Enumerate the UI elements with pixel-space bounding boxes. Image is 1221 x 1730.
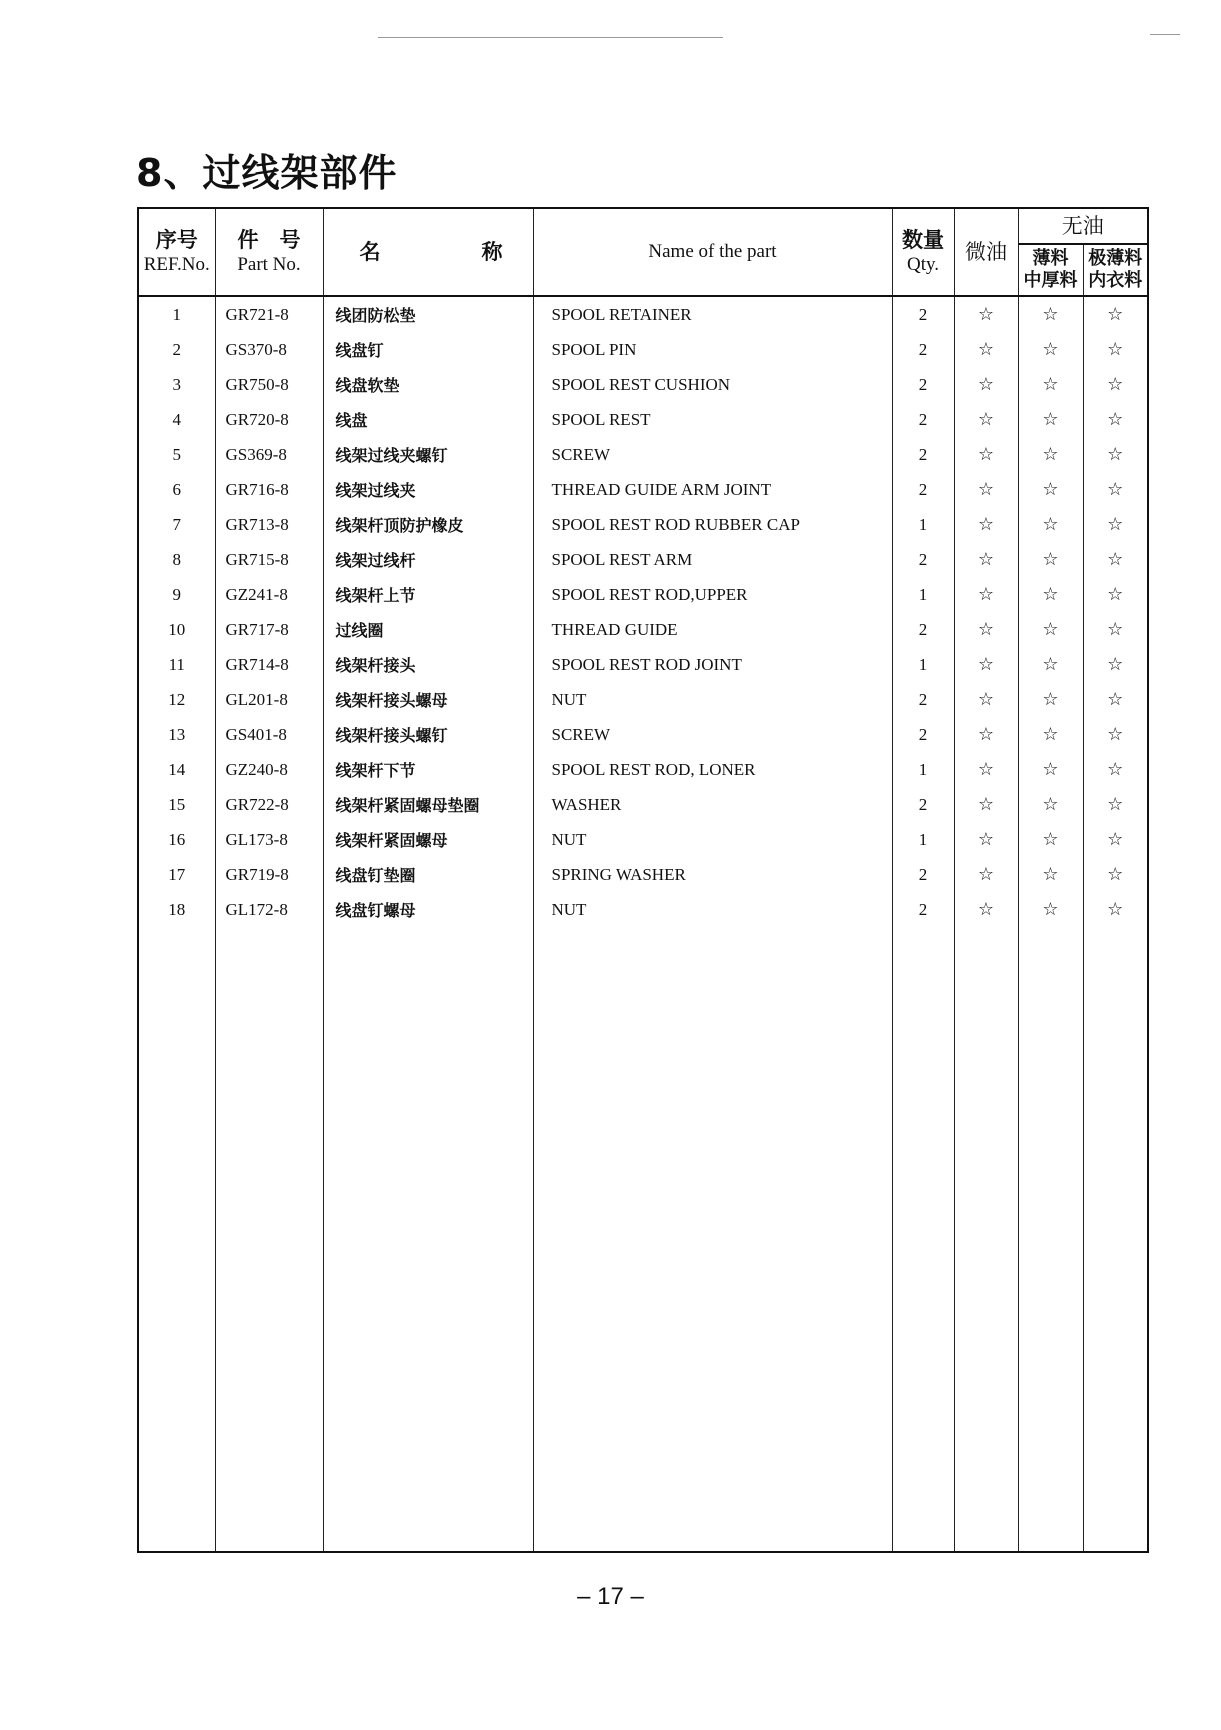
name-en-cell: SPOOL REST ROD,UPPER: [533, 577, 892, 612]
micro-oil-star: ☆: [954, 507, 1018, 542]
header-thin: [1018, 244, 1083, 296]
thin-star: ☆: [1018, 822, 1083, 857]
micro-oil-star: ☆: [954, 402, 1018, 437]
ref-cell: 13: [138, 717, 215, 752]
verythin-star: ☆: [1083, 822, 1148, 857]
ref-cell: 16: [138, 822, 215, 857]
table-row: [138, 507, 1148, 542]
qty-cell: 2: [892, 717, 954, 752]
table-row: [138, 612, 1148, 647]
thin-star: ☆: [1018, 752, 1083, 787]
verythin-star: ☆: [1083, 437, 1148, 472]
table-row: [138, 822, 1148, 857]
name-cn-cell: 线盘: [323, 402, 533, 437]
part-number-cell: GZ241-8: [215, 577, 323, 612]
name-en-cell: SPOOL RETAINER: [533, 296, 892, 332]
header-verythin-bottom: 内衣料: [1088, 270, 1143, 291]
table-row: [138, 682, 1148, 717]
part-number-cell: GR713-8: [215, 507, 323, 542]
micro-oil-star: ☆: [954, 472, 1018, 507]
verythin-star: ☆: [1083, 332, 1148, 367]
part-number-cell: GR720-8: [215, 402, 323, 437]
qty-cell: 2: [892, 787, 954, 822]
name-cn-cell: 线架杆下节: [323, 752, 533, 787]
name-cn-cell: 线架杆接头螺母: [323, 682, 533, 717]
micro-oil-star: ☆: [954, 682, 1018, 717]
name-en-cell: NUT: [533, 682, 892, 717]
verythin-star: ☆: [1083, 892, 1148, 927]
header-qty-cn: 数量: [902, 228, 944, 252]
table-row: [138, 542, 1148, 577]
table-row: [138, 752, 1148, 787]
verythin-star: ☆: [1083, 542, 1148, 577]
parts-table-body: [138, 296, 1148, 1552]
name-cn-cell: 线架过线夹: [323, 472, 533, 507]
page-title: 8、过线架部件: [136, 151, 398, 195]
thin-star: ☆: [1018, 892, 1083, 927]
verythin-star: ☆: [1083, 647, 1148, 682]
micro-oil-star: ☆: [954, 787, 1018, 822]
name-cn-cell: 线架杆接头: [323, 647, 533, 682]
name-cn-cell: 线盘钉: [323, 332, 533, 367]
part-number-cell: GS369-8: [215, 437, 323, 472]
qty-cell: 2: [892, 542, 954, 577]
table-row: [138, 472, 1148, 507]
name-cn-cell: 线架杆紧固螺母垫圈: [323, 787, 533, 822]
name-en-cell: SCREW: [533, 717, 892, 752]
qty-cell: 2: [892, 612, 954, 647]
micro-oil-star: ☆: [954, 296, 1018, 332]
name-cn-cell: 线架过线夹螺钉: [323, 437, 533, 472]
header-part-en: Part No.: [237, 254, 301, 275]
table-row: [138, 367, 1148, 402]
thin-star: ☆: [1018, 472, 1083, 507]
table-row: [138, 647, 1148, 682]
ref-cell: 7: [138, 507, 215, 542]
part-number-cell: GZ240-8: [215, 752, 323, 787]
name-cn-cell: 线团防松垫: [323, 296, 533, 332]
thin-star: ☆: [1018, 507, 1083, 542]
table-row: [138, 577, 1148, 612]
header-name-en: Name of the part: [533, 208, 892, 296]
verythin-star: ☆: [1083, 507, 1148, 542]
part-number-cell: GR715-8: [215, 542, 323, 577]
qty-cell: 1: [892, 507, 954, 542]
header-name-cn-2: 称: [481, 240, 503, 264]
name-en-cell: SPOOL REST: [533, 402, 892, 437]
part-number-cell: GR719-8: [215, 857, 323, 892]
name-en-cell: THREAD GUIDE ARM JOINT: [533, 472, 892, 507]
table-row: [138, 332, 1148, 367]
ref-cell: 3: [138, 367, 215, 402]
header-part-cn: 件 号: [237, 228, 301, 252]
micro-oil-star: ☆: [954, 367, 1018, 402]
name-cn-cell: 线架过线杆: [323, 542, 533, 577]
micro-oil-star: ☆: [954, 647, 1018, 682]
table-row: [138, 857, 1148, 892]
part-number-cell: GL172-8: [215, 892, 323, 927]
name-en-cell: NUT: [533, 892, 892, 927]
header-verythin: [1083, 244, 1148, 296]
part-number-cell: GR717-8: [215, 612, 323, 647]
table-row: [138, 892, 1148, 927]
micro-oil-star: ☆: [954, 542, 1018, 577]
thin-star: ☆: [1018, 402, 1083, 437]
micro-oil-star: ☆: [954, 752, 1018, 787]
qty-cell: 2: [892, 402, 954, 437]
name-en-cell: THREAD GUIDE: [533, 612, 892, 647]
thin-star: ☆: [1018, 647, 1083, 682]
thin-star: ☆: [1018, 367, 1083, 402]
thin-star: ☆: [1018, 577, 1083, 612]
name-cn-cell: 线架杆上节: [323, 577, 533, 612]
name-en-cell: SPRING WASHER: [533, 857, 892, 892]
header-verythin-top: 极薄料: [1088, 248, 1143, 269]
qty-cell: 1: [892, 752, 954, 787]
micro-oil-star: ☆: [954, 612, 1018, 647]
ref-cell: 2: [138, 332, 215, 367]
qty-cell: 2: [892, 472, 954, 507]
part-number-cell: GL201-8: [215, 682, 323, 717]
table-row: [138, 717, 1148, 752]
name-en-cell: SPOOL REST ARM: [533, 542, 892, 577]
verythin-star: ☆: [1083, 402, 1148, 437]
header-thin-top: 薄料: [1032, 248, 1069, 269]
name-en-cell: SCREW: [533, 437, 892, 472]
thin-star: ☆: [1018, 787, 1083, 822]
part-number-cell: GS370-8: [215, 332, 323, 367]
scan-artifact: [378, 37, 723, 38]
part-number-cell: GR722-8: [215, 787, 323, 822]
part-number-cell: GR716-8: [215, 472, 323, 507]
table-filler-row: [138, 927, 1148, 1552]
header-no-oil: 无油: [1018, 208, 1148, 244]
part-number-cell: GR750-8: [215, 367, 323, 402]
micro-oil-star: ☆: [954, 437, 1018, 472]
thin-star: ☆: [1018, 612, 1083, 647]
qty-cell: 1: [892, 822, 954, 857]
thin-star: ☆: [1018, 542, 1083, 577]
name-cn-cell: 线盘钉垫圈: [323, 857, 533, 892]
ref-cell: 9: [138, 577, 215, 612]
thin-star: ☆: [1018, 296, 1083, 332]
ref-cell: 8: [138, 542, 215, 577]
header-qty: [892, 208, 954, 296]
micro-oil-star: ☆: [954, 857, 1018, 892]
qty-cell: 2: [892, 857, 954, 892]
ref-cell: 17: [138, 857, 215, 892]
verythin-star: ☆: [1083, 296, 1148, 332]
name-cn-cell: 线盘软垫: [323, 367, 533, 402]
header-ref: [138, 208, 215, 296]
page-number: – 17 –: [577, 1583, 644, 1610]
qty-cell: 2: [892, 682, 954, 717]
ref-cell: 1: [138, 296, 215, 332]
header-ref-en: REF.No.: [143, 254, 210, 275]
micro-oil-star: ☆: [954, 577, 1018, 612]
thin-star: ☆: [1018, 437, 1083, 472]
scan-artifact: [1150, 34, 1180, 35]
name-en-cell: SPOOL REST ROD JOINT: [533, 647, 892, 682]
verythin-star: ☆: [1083, 857, 1148, 892]
qty-cell: 2: [892, 437, 954, 472]
ref-cell: 14: [138, 752, 215, 787]
header-qty-en: Qty.: [906, 254, 940, 275]
verythin-star: ☆: [1083, 612, 1148, 647]
name-cn-cell: 线架杆顶防护橡皮: [323, 507, 533, 542]
header-name-cn-1: 名: [359, 240, 381, 264]
verythin-star: ☆: [1083, 472, 1148, 507]
qty-cell: 1: [892, 577, 954, 612]
name-cn-cell: 过线圈: [323, 612, 533, 647]
ref-cell: 6: [138, 472, 215, 507]
ref-cell: 4: [138, 402, 215, 437]
verythin-star: ☆: [1083, 367, 1148, 402]
micro-oil-star: ☆: [954, 717, 1018, 752]
ref-cell: 10: [138, 612, 215, 647]
qty-cell: 2: [892, 332, 954, 367]
table-row: [138, 437, 1148, 472]
table-row: [138, 787, 1148, 822]
header-micro-oil: 微油: [954, 208, 1018, 296]
thin-star: ☆: [1018, 717, 1083, 752]
header-part: [215, 208, 323, 296]
thin-star: ☆: [1018, 682, 1083, 717]
header-name-cn: [323, 208, 533, 296]
qty-cell: 2: [892, 892, 954, 927]
name-en-cell: SPOOL PIN: [533, 332, 892, 367]
part-number-cell: GR721-8: [215, 296, 323, 332]
verythin-star: ☆: [1083, 717, 1148, 752]
qty-cell: 1: [892, 647, 954, 682]
micro-oil-star: ☆: [954, 822, 1018, 857]
qty-cell: 2: [892, 367, 954, 402]
verythin-star: ☆: [1083, 787, 1148, 822]
micro-oil-star: ☆: [954, 332, 1018, 367]
table-row: [138, 402, 1148, 437]
name-cn-cell: 线架杆接头螺钉: [323, 717, 533, 752]
header-ref-cn: 序号: [155, 228, 198, 252]
verythin-star: ☆: [1083, 577, 1148, 612]
ref-cell: 18: [138, 892, 215, 927]
ref-cell: 12: [138, 682, 215, 717]
name-en-cell: SPOOL REST ROD RUBBER CAP: [533, 507, 892, 542]
name-en-cell: SPOOL REST ROD, LONER: [533, 752, 892, 787]
table-row: [138, 296, 1148, 332]
thin-star: ☆: [1018, 857, 1083, 892]
verythin-star: ☆: [1083, 682, 1148, 717]
ref-cell: 11: [138, 647, 215, 682]
name-en-cell: WASHER: [533, 787, 892, 822]
part-number-cell: GS401-8: [215, 717, 323, 752]
part-number-cell: GL173-8: [215, 822, 323, 857]
parts-table: [137, 207, 1149, 1553]
verythin-star: ☆: [1083, 752, 1148, 787]
name-en-cell: NUT: [533, 822, 892, 857]
header-thin-bottom: 中厚料: [1023, 270, 1078, 291]
qty-cell: 2: [892, 296, 954, 332]
part-number-cell: GR714-8: [215, 647, 323, 682]
name-en-cell: SPOOL REST CUSHION: [533, 367, 892, 402]
ref-cell: 15: [138, 787, 215, 822]
ref-cell: 5: [138, 437, 215, 472]
name-cn-cell: 线盘钉螺母: [323, 892, 533, 927]
thin-star: ☆: [1018, 332, 1083, 367]
micro-oil-star: ☆: [954, 892, 1018, 927]
name-cn-cell: 线架杆紧固螺母: [323, 822, 533, 857]
